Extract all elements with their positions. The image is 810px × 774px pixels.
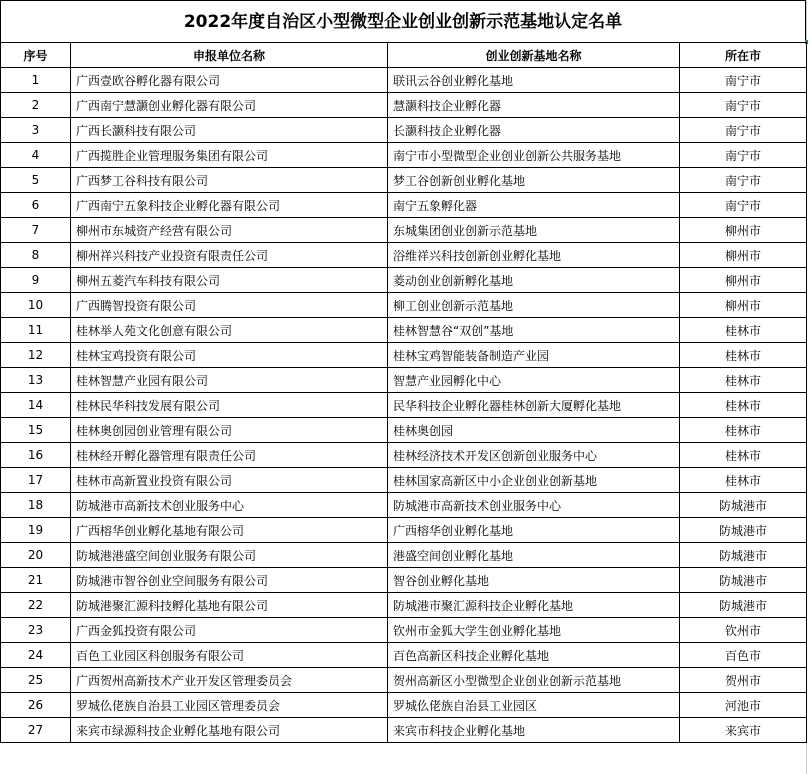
table-row: [1, 568, 807, 593]
cell-city[interactable]: 柳州市: [680, 243, 807, 268]
table-row: [1, 193, 807, 218]
cell-city[interactable]: 桂林市: [680, 418, 807, 443]
table-row: [1, 718, 807, 743]
table-row: [1, 68, 807, 93]
cell-base[interactable]: 民华科技企业孵化器桂林创新大厦孵化基地: [388, 393, 680, 418]
cell-city[interactable]: 河池市: [680, 693, 807, 718]
cell-applicant[interactable]: 百色工业园区科创服务有限公司: [71, 643, 388, 668]
cell-base[interactable]: 菱动创业创新孵化基地: [388, 268, 680, 293]
cell-no[interactable]: 18: [1, 493, 71, 518]
cell-city[interactable]: 防城港市: [680, 543, 807, 568]
table-row: [1, 468, 807, 493]
cell-city[interactable]: 来宾市: [680, 718, 807, 743]
cell-base[interactable]: 梦工谷创新创业孵化基地: [388, 168, 680, 193]
cell-city[interactable]: 桂林市: [680, 343, 807, 368]
cell-no[interactable]: 15: [1, 418, 71, 443]
cell-base[interactable]: 智慧产业园孵化中心: [388, 368, 680, 393]
cell-city[interactable]: 钦州市: [680, 618, 807, 643]
cell-base[interactable]: 智谷创业孵化基地: [388, 568, 680, 593]
header-city[interactable]: 所在市: [680, 43, 807, 68]
cell-city[interactable]: 南宁市: [680, 168, 807, 193]
table-row: [1, 593, 807, 618]
cell-base[interactable]: 百色高新区科技企业孵化基地: [388, 643, 680, 668]
cell-no[interactable]: 4: [1, 143, 71, 168]
cell-applicant[interactable]: 桂林经开孵化器管理有限责任公司: [71, 443, 388, 468]
cell-applicant[interactable]: 广西长灏科技有限公司: [71, 118, 388, 143]
table-row: [1, 218, 807, 243]
cell-applicant[interactable]: 桂林宝鸡投资有限公司: [71, 343, 388, 368]
cell-no[interactable]: 14: [1, 393, 71, 418]
cell-base[interactable]: 贺州高新区小型微型企业创业创新示范基地: [388, 668, 680, 693]
table-row: [1, 493, 807, 518]
cell-applicant[interactable]: 桂林市高新置业投资有限公司: [71, 468, 388, 493]
cell-applicant[interactable]: 广西腾智投资有限公司: [71, 293, 388, 318]
cell-city[interactable]: 桂林市: [680, 368, 807, 393]
cell-city[interactable]: 桂林市: [680, 443, 807, 468]
cell-base[interactable]: 广西榕华创业孵化基地: [388, 518, 680, 543]
table-row: [1, 293, 807, 318]
cell-applicant[interactable]: 广西梦工谷科技有限公司: [71, 168, 388, 193]
cell-base[interactable]: 钦州市金狐大学生创业孵化基地: [388, 618, 680, 643]
cell-applicant[interactable]: 柳州五菱汽车科技有限公司: [71, 268, 388, 293]
cell-city[interactable]: 南宁市: [680, 118, 807, 143]
table-row: [1, 643, 807, 668]
cell-base[interactable]: 东城集团创业创新示范基地: [388, 218, 680, 243]
cell-base[interactable]: 桂林智慧谷“双创”基地: [388, 318, 680, 343]
cell-base[interactable]: 南宁五象孵化器: [388, 193, 680, 218]
table-row: [1, 168, 807, 193]
cell-applicant[interactable]: 广西金狐投资有限公司: [71, 618, 388, 643]
cell-applicant[interactable]: 罗城仫佬族自治县工业园区管理委员会: [71, 693, 388, 718]
cell-no[interactable]: 5: [1, 168, 71, 193]
table-row: [1, 93, 807, 118]
header-applicant[interactable]: 申报单位名称: [71, 43, 388, 68]
cell-no[interactable]: 10: [1, 293, 71, 318]
cell-base[interactable]: 罗城仫佬族自治县工业园区: [388, 693, 680, 718]
cell-applicant[interactable]: 广西南宁慧灏创业孵化器有限公司: [71, 93, 388, 118]
table-row: [1, 368, 807, 393]
cell-base[interactable]: 桂林奥创园: [388, 418, 680, 443]
cell-base[interactable]: 防城港市高新技术创业服务中心: [388, 493, 680, 518]
table-row: [1, 268, 807, 293]
cell-no[interactable]: 21: [1, 568, 71, 593]
table-row: [1, 343, 807, 368]
cell-base[interactable]: 桂林国家高新区中小企业创业创新基地: [388, 468, 680, 493]
table-row: [1, 143, 807, 168]
cell-base[interactable]: 长灏科技企业孵化器: [388, 118, 680, 143]
table-row: [1, 518, 807, 543]
cell-city[interactable]: 柳州市: [680, 293, 807, 318]
cell-applicant[interactable]: 防城港市智谷创业空间服务有限公司: [71, 568, 388, 593]
table-row: [1, 543, 807, 568]
certification-table: [0, 42, 807, 743]
cell-city[interactable]: 贺州市: [680, 668, 807, 693]
table-row: [1, 118, 807, 143]
cell-applicant[interactable]: 桂林举人苑文化创意有限公司: [71, 318, 388, 343]
table-row: [1, 693, 807, 718]
cell-applicant[interactable]: 柳州市东城资产经营有限公司: [71, 218, 388, 243]
cell-no[interactable]: 13: [1, 368, 71, 393]
cell-city[interactable]: 百色市: [680, 643, 807, 668]
cell-base[interactable]: 慧灏科技企业孵化器: [388, 93, 680, 118]
cell-applicant[interactable]: 防城港聚汇源科技孵化基地有限公司: [71, 593, 388, 618]
table-row: [1, 393, 807, 418]
cell-no[interactable]: 22: [1, 593, 71, 618]
cell-applicant[interactable]: 广西壹欧谷孵化器有限公司: [71, 68, 388, 93]
cell-no[interactable]: 19: [1, 518, 71, 543]
cell-city[interactable]: 南宁市: [680, 93, 807, 118]
sheet-title[interactable]: 2022年度自治区小型微型企业创业创新示范基地认定名单: [0, 0, 806, 42]
cell-applicant[interactable]: 广西榕华创业孵化基地有限公司: [71, 518, 388, 543]
cell-no[interactable]: 26: [1, 693, 71, 718]
cell-base[interactable]: 南宁市小型微型企业创业创新公共服务基地: [388, 143, 680, 168]
cell-city[interactable]: 桂林市: [680, 468, 807, 493]
table-row: [1, 668, 807, 693]
cell-no[interactable]: 8: [1, 243, 71, 268]
cell-no[interactable]: 11: [1, 318, 71, 343]
header-no[interactable]: 序号: [1, 43, 71, 68]
cell-city[interactable]: 桂林市: [680, 393, 807, 418]
cell-applicant[interactable]: 防城港港盛空间创业服务有限公司: [71, 543, 388, 568]
cell-city[interactable]: 柳州市: [680, 268, 807, 293]
cell-applicant[interactable]: 桂林民华科技发展有限公司: [71, 393, 388, 418]
cell-city[interactable]: 南宁市: [680, 143, 807, 168]
cell-base[interactable]: 柳工创业创新示范基地: [388, 293, 680, 318]
cell-base[interactable]: 联讯云谷创业孵化基地: [388, 68, 680, 93]
cell-no[interactable]: 25: [1, 668, 71, 693]
cell-base[interactable]: 桂林经济技术开发区创新创业服务中心: [388, 443, 680, 468]
cell-no[interactable]: 3: [1, 118, 71, 143]
table-row: [1, 443, 807, 468]
cell-city[interactable]: 防城港市: [680, 518, 807, 543]
cell-base[interactable]: 浴维祥兴科技创新创业孵化基地: [388, 243, 680, 268]
cell-no[interactable]: 17: [1, 468, 71, 493]
cell-city[interactable]: 防城港市: [680, 593, 807, 618]
cell-no[interactable]: 12: [1, 343, 71, 368]
cell-base[interactable]: 港盛空间创业孵化基地: [388, 543, 680, 568]
cell-applicant[interactable]: 广西揽胜企业管理服务集团有限公司: [71, 143, 388, 168]
table-row: [1, 243, 807, 268]
cell-no[interactable]: 27: [1, 718, 71, 743]
cell-city[interactable]: 南宁市: [680, 68, 807, 93]
cell-no[interactable]: 6: [1, 193, 71, 218]
cell-applicant[interactable]: 桂林奥创园创业管理有限公司: [71, 418, 388, 443]
cell-city[interactable]: 防城港市: [680, 568, 807, 593]
cell-no[interactable]: 16: [1, 443, 71, 468]
table-row: [1, 618, 807, 643]
cell-applicant[interactable]: 桂林智慧产业园有限公司: [71, 368, 388, 393]
cell-no[interactable]: 24: [1, 643, 71, 668]
cell-base[interactable]: 来宾市科技企业孵化基地: [388, 718, 680, 743]
cell-base[interactable]: 防城港市聚汇源科技企业孵化基地: [388, 593, 680, 618]
cell-applicant[interactable]: 广西贺州高新技术产业开发区管理委员会: [71, 668, 388, 693]
cell-city[interactable]: 防城港市: [680, 493, 807, 518]
cell-no[interactable]: 7: [1, 218, 71, 243]
cell-applicant[interactable]: 广西南宁五象科技企业孵化器有限公司: [71, 193, 388, 218]
cell-no[interactable]: 20: [1, 543, 71, 568]
cell-no[interactable]: 1: [1, 68, 71, 93]
cell-applicant[interactable]: 防城港市高新技术创业服务中心: [71, 493, 388, 518]
cell-base[interactable]: 桂林宝鸡智能装备制造产业园: [388, 343, 680, 368]
cell-no[interactable]: 9: [1, 268, 71, 293]
header-row: [1, 43, 807, 68]
cell-city[interactable]: 南宁市: [680, 193, 807, 218]
cell-no[interactable]: 23: [1, 618, 71, 643]
cell-applicant[interactable]: 柳州祥兴科技产业投资有限责任公司: [71, 243, 388, 268]
header-base[interactable]: 创业创新基地名称: [388, 43, 680, 68]
cell-applicant[interactable]: 来宾市绿源科技企业孵化基地有限公司: [71, 718, 388, 743]
cell-city[interactable]: 柳州市: [680, 218, 807, 243]
table-row: [1, 418, 807, 443]
cell-city[interactable]: 桂林市: [680, 318, 807, 343]
cell-no[interactable]: 2: [1, 93, 71, 118]
table-row: [1, 318, 807, 343]
